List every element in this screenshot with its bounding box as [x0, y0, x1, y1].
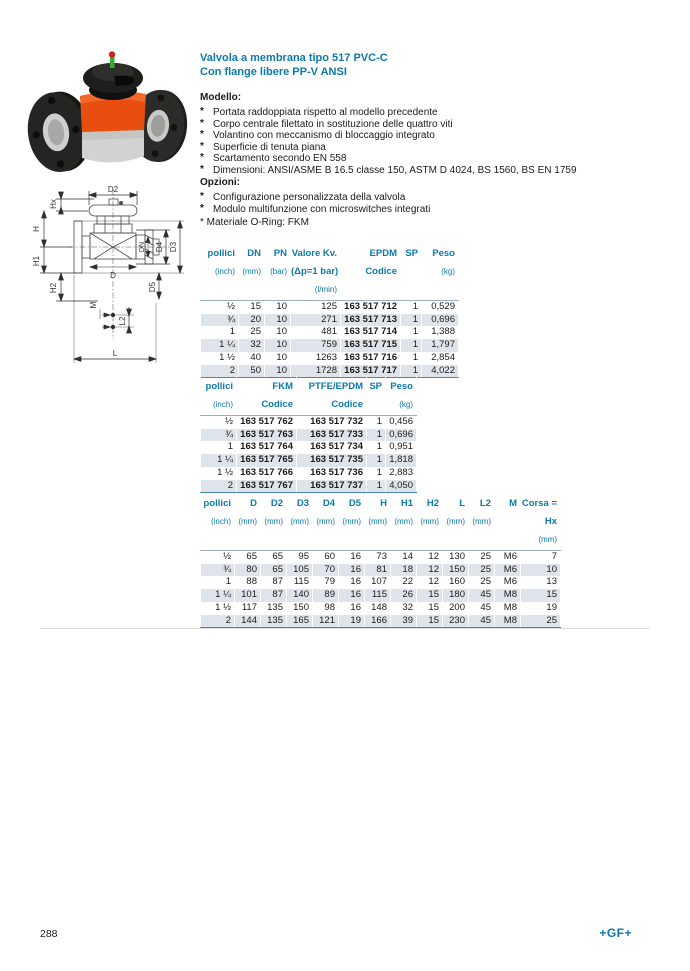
table-row [201, 454, 417, 467]
table-cell: 1 [401, 326, 422, 339]
table-cell: 1 [367, 441, 386, 454]
dim-label-l: L [112, 349, 118, 358]
table-row [201, 576, 561, 589]
table-cell: 16 [339, 564, 365, 577]
table-row [201, 352, 459, 365]
epdm-codes-table [200, 243, 459, 378]
table-cell: 1 [401, 301, 422, 314]
table-cell: 2 [201, 365, 239, 378]
table-cell: 163 517 712 [341, 301, 401, 314]
table-cell: 16 [339, 602, 365, 615]
table-row [201, 602, 561, 615]
table-row [201, 441, 417, 454]
column-header: FKM Codice [237, 376, 297, 416]
table-cell: 65 [261, 551, 287, 564]
table-cell: 1 ¼ [201, 339, 239, 352]
table-cell: 759 [291, 339, 341, 352]
table-cell: 14 [391, 551, 417, 564]
table-row [201, 301, 459, 314]
table-cell: 10 [265, 365, 291, 378]
table-cell: 125 [291, 301, 341, 314]
dim-label-dn: DN [139, 241, 146, 253]
table-cell: 163 517 737 [297, 480, 367, 493]
table-cell: 15 [417, 589, 443, 602]
bullet-text: Dimensioni: ANSI/ASME B 16.5 classe 150, ASTM D 4024, BS 1560, BS EN 1759 [213, 164, 577, 176]
table-cell: 0,951 [386, 441, 417, 454]
table-row [201, 326, 459, 339]
table-cell: 50 [239, 365, 265, 378]
table-cell: 180 [443, 589, 469, 602]
column-header: PTFE/EPDM Codice [297, 376, 367, 416]
title-line-1: Valvola a membrana tipo 517 PVC-C [200, 52, 388, 64]
table-cell: 60 [313, 551, 339, 564]
table-cell: 25 [469, 551, 495, 564]
table-cell: 1 [367, 454, 386, 467]
table-cell: 1 [401, 352, 422, 365]
table-cell: 32 [239, 339, 265, 352]
table-cell: 89 [313, 589, 339, 602]
table-cell: 135 [261, 602, 287, 615]
table-cell: 1 [201, 576, 235, 589]
column-header: EPDM Codice [341, 243, 401, 301]
table-row [201, 429, 417, 442]
gf-logo: +GF+ [599, 926, 632, 940]
table-cell: 4,022 [422, 365, 459, 378]
table-cell: 163 517 764 [237, 441, 297, 454]
table-cell: 80 [235, 564, 261, 577]
table-cell: 1,818 [386, 454, 417, 467]
table-cell: 45 [469, 589, 495, 602]
dim-label-m: M [89, 301, 98, 309]
table-cell: 230 [443, 615, 469, 628]
column-header: PN (bar) [265, 243, 291, 301]
table-cell: 2 [201, 615, 235, 628]
bullet-text: Modulo multifunzione con microswitches integrati [213, 203, 431, 215]
column-header: H (mm) [365, 493, 391, 551]
bullet-icon: * [200, 117, 204, 129]
table-cell: 25 [469, 564, 495, 577]
table-cell: 12 [417, 564, 443, 577]
column-header: D5 (mm) [339, 493, 365, 551]
table-body [201, 301, 459, 378]
section-divider [40, 628, 650, 629]
table-row [201, 314, 459, 327]
table-cell: 25 [521, 615, 561, 628]
column-header: DN (mm) [239, 243, 265, 301]
list-item [200, 130, 670, 142]
table-cell: 160 [443, 576, 469, 589]
table-cell: ½ [201, 301, 239, 314]
table-cell: 1 [201, 441, 237, 454]
table-cell: 163 517 765 [237, 454, 297, 467]
table-cell: 150 [443, 564, 469, 577]
column-header: SP [401, 243, 422, 301]
table-cell: ½ [201, 551, 235, 564]
table-body [201, 551, 561, 628]
table-cell: 65 [235, 551, 261, 564]
column-header: L2 (mm) [469, 493, 495, 551]
table-cell: 117 [235, 602, 261, 615]
column-header: D (mm) [235, 493, 261, 551]
table-cell: 1 [401, 339, 422, 352]
opzioni-heading: Opzioni: [200, 177, 240, 188]
table-cell: 40 [239, 352, 265, 365]
column-header: pollici (inch) [201, 376, 237, 416]
table-cell: 12 [417, 576, 443, 589]
table-cell: M6 [495, 551, 521, 564]
diaphragm-valve-photo [22, 38, 190, 180]
table-cell: 10 [521, 564, 561, 577]
table-cell: 1 [367, 467, 386, 480]
dimension-drawing [28, 183, 194, 381]
table-cell: 163 517 735 [297, 454, 367, 467]
dimensions-table [200, 493, 561, 628]
table-row [201, 467, 417, 480]
table-cell: 16 [339, 551, 365, 564]
list-item [200, 142, 670, 154]
column-header: H2 (mm) [417, 493, 443, 551]
list-item [200, 165, 670, 177]
table-cell: 271 [291, 314, 341, 327]
bullet-icon: * [200, 129, 204, 141]
table-cell: 163 517 766 [237, 467, 297, 480]
table-cell: 0,696 [422, 314, 459, 327]
bullet-icon: * [200, 202, 204, 214]
table-cell: 163 517 763 [237, 429, 297, 442]
list-item [200, 107, 670, 119]
table-cell: M8 [495, 589, 521, 602]
table-cell: 2 [201, 480, 237, 493]
table-row [201, 480, 417, 493]
table-cell: 88 [235, 576, 261, 589]
header-row [201, 376, 417, 416]
column-header: Peso (kg) [386, 376, 417, 416]
table-cell: 1728 [291, 365, 341, 378]
table-cell: 135 [261, 615, 287, 628]
page-number: 288 [40, 928, 58, 940]
section-modello [200, 91, 670, 177]
table-cell: 2,883 [386, 467, 417, 480]
section-opzioni [200, 176, 670, 215]
table-cell: 87 [261, 576, 287, 589]
modello-heading: Modello: [200, 92, 242, 103]
table-cell: 15 [521, 589, 561, 602]
dimension-drawing-svg [28, 183, 194, 381]
table-cell: 150 [287, 602, 313, 615]
product-photo [22, 38, 190, 180]
table-cell: 1 [201, 326, 239, 339]
dim-label-h1: H1 [32, 255, 41, 267]
table-cell: M8 [495, 615, 521, 628]
table-cell: 1 [367, 480, 386, 493]
o-ring-footnote: * Materiale O-Ring: FKM [200, 217, 309, 228]
table-row [201, 564, 561, 577]
table-cell: 12 [417, 551, 443, 564]
table-cell: 140 [287, 589, 313, 602]
table-cell: 163 517 732 [297, 416, 367, 429]
table-cell: 130 [443, 551, 469, 564]
dim-label-d: D [110, 271, 116, 280]
table-cell: 1 [367, 416, 386, 429]
column-header: D4 (mm) [313, 493, 339, 551]
table-cell: 1 ¼ [201, 454, 237, 467]
bullet-icon: * [200, 152, 204, 164]
list-item [200, 153, 670, 165]
table-cell: 10 [265, 326, 291, 339]
column-header: SP [367, 376, 386, 416]
table-cell: 65 [261, 564, 287, 577]
table-cell: 20 [239, 314, 265, 327]
column-header: L (mm) [443, 493, 469, 551]
dim-label-d4: D4 [155, 241, 164, 253]
dim-label-h: H [32, 226, 41, 232]
bullet-text: Superficie di tenuta piana [213, 141, 326, 153]
table-cell: 163 517 714 [341, 326, 401, 339]
table-row [201, 551, 561, 564]
table-cell: 107 [365, 576, 391, 589]
table-cell: 1 ½ [201, 467, 237, 480]
table-row [201, 589, 561, 602]
table-cell: ¾ [201, 564, 235, 577]
table-cell: 144 [235, 615, 261, 628]
bullet-text: Corpo centrale filettato in sostituzione delle quattro viti [213, 118, 453, 130]
table-cell: 25 [469, 576, 495, 589]
list-item [200, 192, 670, 204]
column-header: D3 (mm) [287, 493, 313, 551]
table-cell: M6 [495, 564, 521, 577]
table-cell: 73 [365, 551, 391, 564]
bullet-text: Volantino con meccanismo di bloccaggio integrato [213, 130, 435, 142]
table-cell: 481 [291, 326, 341, 339]
table-cell: 10 [265, 301, 291, 314]
table-cell: 32 [391, 602, 417, 615]
bullet-text: Portata raddoppiata rispetto al modello precedente [213, 107, 438, 118]
dim-label-d3: D3 [169, 241, 178, 253]
table-cell: 4,050 [386, 480, 417, 493]
table-cell: M8 [495, 602, 521, 615]
table-cell: 163 517 716 [341, 352, 401, 365]
column-header: D2 (mm) [261, 493, 287, 551]
column-header: pollici (inch) [201, 243, 239, 301]
table-cell: 15 [239, 301, 265, 314]
table-row [201, 339, 459, 352]
table-cell: 7 [521, 551, 561, 564]
table-cell: 0,696 [386, 429, 417, 442]
page-title [200, 51, 660, 79]
table-cell: M6 [495, 576, 521, 589]
table-cell: 0,456 [386, 416, 417, 429]
dim-label-h2: H2 [49, 282, 58, 294]
table-cell: ¾ [201, 314, 239, 327]
bullet-text: Scartamento secondo EN 558 [213, 153, 347, 165]
table-cell: 163 517 713 [341, 314, 401, 327]
table-cell: 163 517 734 [297, 441, 367, 454]
column-header: Valore Kv. (Δp=1 bar) (l/min) [291, 243, 341, 301]
table-cell: 1 [401, 314, 422, 327]
table-cell: 16 [339, 576, 365, 589]
column-header: H1 (mm) [391, 493, 417, 551]
bullet-icon: * [200, 191, 204, 202]
opzioni-bullet-list [200, 192, 670, 215]
table-cell: 1,797 [422, 339, 459, 352]
column-header: Corsa = Hx (mm) [521, 493, 561, 551]
table-cell: 200 [443, 602, 469, 615]
table-cell: 79 [313, 576, 339, 589]
table-header [201, 376, 417, 416]
table-cell: 98 [313, 602, 339, 615]
table-cell: 95 [287, 551, 313, 564]
table-cell: 81 [365, 564, 391, 577]
table-cell: 1 ½ [201, 352, 239, 365]
column-header: M [495, 493, 521, 551]
table-cell: ½ [201, 416, 237, 429]
table-cell: 163 517 715 [341, 339, 401, 352]
list-item [200, 119, 670, 131]
dim-label-l2: L2 [118, 316, 127, 326]
table-body [201, 416, 417, 493]
table-cell: 45 [469, 615, 495, 628]
table-cell: 163 517 736 [297, 467, 367, 480]
table-cell: 166 [365, 615, 391, 628]
table-row [201, 615, 561, 628]
dim-label-hx: Hx [49, 199, 58, 209]
table-cell: 101 [235, 589, 261, 602]
table-cell: 26 [391, 589, 417, 602]
table-cell: 10 [265, 314, 291, 327]
table-cell: 115 [287, 576, 313, 589]
table-cell: 15 [417, 602, 443, 615]
table-cell: 13 [521, 576, 561, 589]
table-cell: 165 [287, 615, 313, 628]
table-row [201, 416, 417, 429]
table-cell: 22 [391, 576, 417, 589]
table-cell: 70 [313, 564, 339, 577]
table-cell: 163 517 762 [237, 416, 297, 429]
header-row [201, 243, 459, 301]
list-item [200, 204, 670, 216]
column-header: pollici (inch) [201, 493, 235, 551]
bullet-icon: * [200, 140, 204, 152]
table-cell: 16 [339, 589, 365, 602]
table-cell: 163 517 733 [297, 429, 367, 442]
bullet-text: Configurazione personalizzata della valvola [213, 192, 406, 203]
table-cell: 148 [365, 602, 391, 615]
table-cell: 39 [391, 615, 417, 628]
table-cell: 163 517 717 [341, 365, 401, 378]
bullet-icon: * [200, 163, 204, 175]
table-cell: 1 ½ [201, 602, 235, 615]
table-cell: 2,854 [422, 352, 459, 365]
dim-label-d2: D2 [107, 185, 119, 194]
table-cell: 19 [521, 602, 561, 615]
title-line-2: Con flange libere PP-V ANSI [200, 66, 347, 78]
table-cell: 18 [391, 564, 417, 577]
fkm-ptfe-codes-table [200, 376, 417, 493]
table-header [201, 243, 459, 301]
table-cell: 1 [367, 429, 386, 442]
table-cell: 1,388 [422, 326, 459, 339]
table-cell: 87 [261, 589, 287, 602]
dim-label-d5: D5 [148, 281, 157, 293]
modello-bullet-list [200, 107, 670, 177]
table-cell: 0,529 [422, 301, 459, 314]
header-row [201, 493, 561, 551]
table-cell: 19 [339, 615, 365, 628]
table-cell: 1 ¼ [201, 589, 235, 602]
bullet-icon: * [200, 106, 204, 117]
table-cell: 1263 [291, 352, 341, 365]
table-header [201, 493, 561, 551]
table-cell: 25 [239, 326, 265, 339]
table-cell: 1 [401, 365, 422, 378]
table-cell: 105 [287, 564, 313, 577]
column-header: Peso (kg) [422, 243, 459, 301]
table-cell: 115 [365, 589, 391, 602]
table-cell: 45 [469, 602, 495, 615]
table-cell: 163 517 767 [237, 480, 297, 493]
table-cell: 121 [313, 615, 339, 628]
table-cell: ¾ [201, 429, 237, 442]
table-cell: 10 [265, 339, 291, 352]
table-cell: 10 [265, 352, 291, 365]
table-cell: 15 [417, 615, 443, 628]
